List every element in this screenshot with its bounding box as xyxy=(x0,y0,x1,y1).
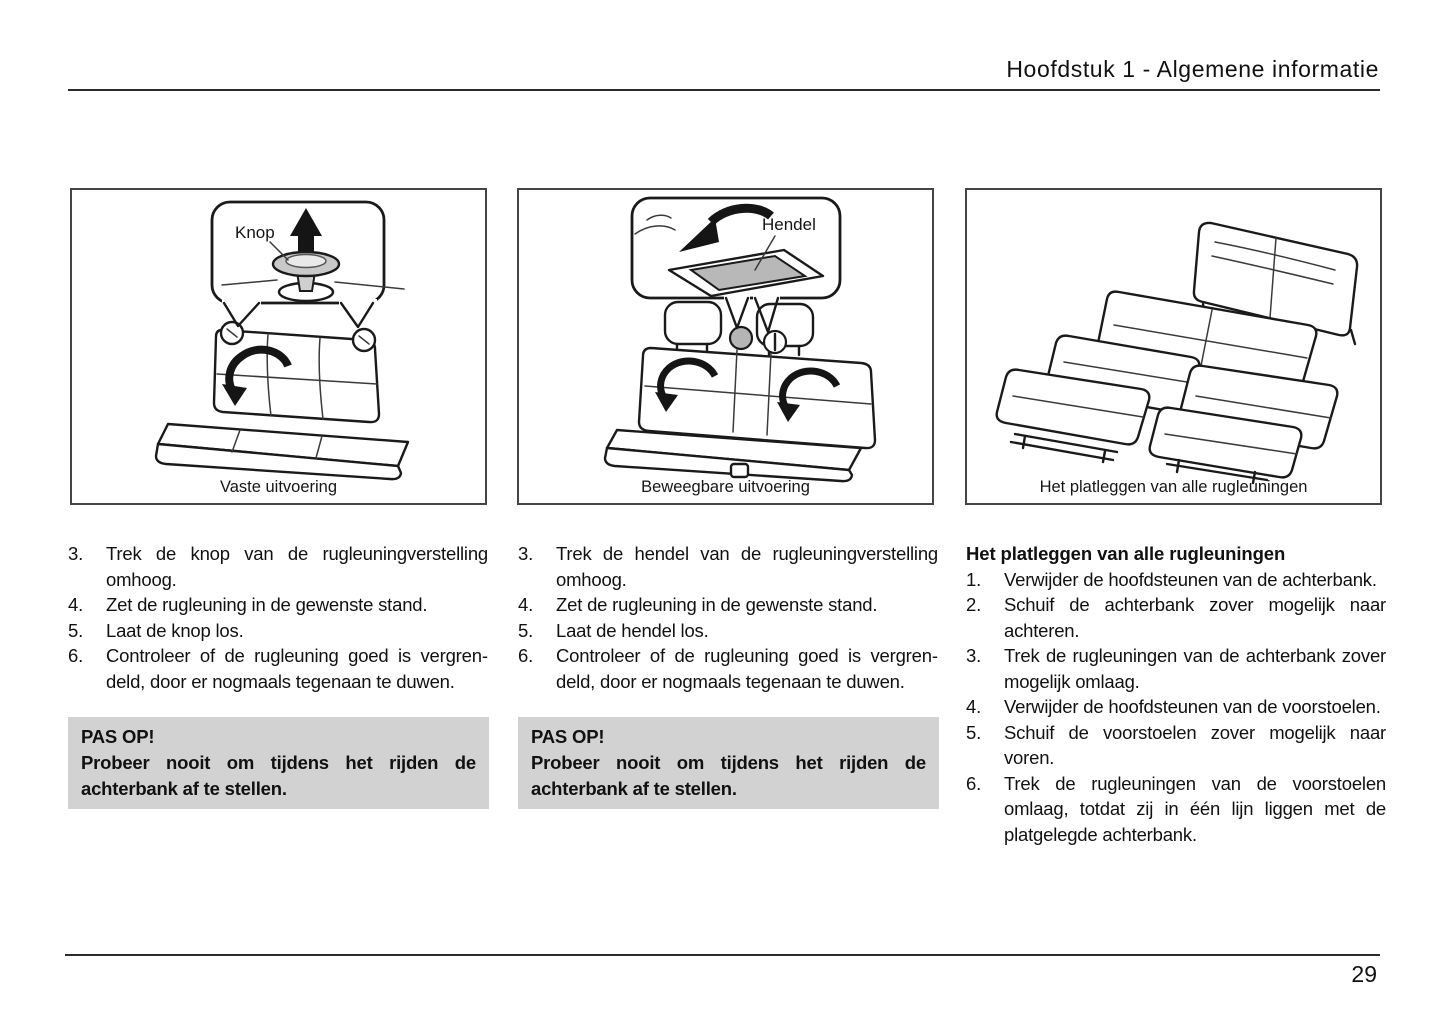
list-item xyxy=(966,592,1386,643)
warning-title: PAS OP! xyxy=(531,726,605,747)
list-item-text: Trek de rugleuningen van de voorstoelen omlaag, totdat zij in één lijn liggen met de platgelegde achterbank. xyxy=(1004,772,1386,845)
section-heading: Het platleggen van alle rugleuningen xyxy=(966,543,1286,564)
list-item-text: Laat de hendel los. xyxy=(556,619,709,641)
list-item-number: 4. xyxy=(966,696,982,717)
figure-caption: Vaste uitvoering xyxy=(219,478,338,496)
callout-label-knop: Knop xyxy=(235,223,275,242)
figure-caption: Het platleggen van alle rugleuningen xyxy=(1039,478,1308,496)
list-item-number: 4. xyxy=(68,594,84,615)
callout-label-hendel: Hendel xyxy=(762,215,816,234)
list-item xyxy=(518,618,938,644)
list-item xyxy=(68,592,488,618)
list-item-text: Trek de rugleuningen van de achterbank zover mogelijk omlaag. xyxy=(1004,645,1386,692)
figure-fixed-seat xyxy=(70,188,487,505)
list-item-number: 6. xyxy=(68,645,84,666)
list-item-text: Verwijder de hoofdsteunen van de voorstoelen. xyxy=(1004,696,1381,717)
list-item xyxy=(966,694,1386,720)
release-knob-left xyxy=(730,327,752,349)
footer-divider xyxy=(65,954,1380,956)
list-item-text: Schuif de achterbank zover mogelijk naar achteren. xyxy=(1004,594,1386,641)
list-item-number: 2. xyxy=(966,594,982,615)
warning-text: Probeer nooit om tijdens het rijden de achterbank af te stellen. xyxy=(81,752,476,799)
warning-title: PAS OP! xyxy=(81,726,155,747)
figure-movable-seat xyxy=(517,188,934,505)
page-header-title: Hoofdstuk 1 - Algemene informatie xyxy=(1006,56,1379,82)
list-item xyxy=(68,643,488,694)
list-item-text: Zet de rugleuning in de gewenste stand. xyxy=(106,594,428,615)
fixed-seat-illustration xyxy=(72,190,485,503)
list-item xyxy=(518,643,938,694)
list-item-text: Zet de rugleuning in de gewenste stand. xyxy=(556,594,878,615)
headrest-left xyxy=(665,302,721,344)
list-item-number: 6. xyxy=(966,772,982,794)
list-item-text: Controleer of de rugleuning goed is vergrendeld, door er nogmaals tegenaan te duwen. xyxy=(106,645,488,692)
list-item-text: Laat de knop los. xyxy=(106,619,244,641)
list-item xyxy=(966,643,1386,694)
list-item xyxy=(966,720,1386,771)
list-item-number: 3. xyxy=(966,645,982,666)
list-item-number: 3. xyxy=(518,543,534,564)
list-item-number: 5. xyxy=(518,619,534,641)
list-item-number: 3. xyxy=(68,543,84,564)
figure-folded-seats xyxy=(965,188,1382,505)
header-divider xyxy=(68,89,1380,91)
list-item-text: Trek de knop van de rugleuningverstelling omhoog. xyxy=(106,543,488,590)
list-item-text: Verwijder de hoofdsteunen van de achterbank. xyxy=(1004,568,1377,590)
list-item-number: 5. xyxy=(68,619,84,641)
list-item-number: 5. xyxy=(966,721,982,743)
list-item-text: Schuif de voorstoelen zover mogelijk naar voren. xyxy=(1004,721,1386,768)
instruction-column-fold-flat xyxy=(966,541,1386,847)
warning-box xyxy=(68,717,489,809)
list-item-text: Controleer of de rugleuning goed is vergrendeld, door er nogmaals tegenaan te duwen. xyxy=(556,645,938,692)
list-item xyxy=(518,592,938,618)
instruction-column-fixed xyxy=(68,541,488,694)
movable-seat-illustration xyxy=(519,190,932,503)
list-item xyxy=(68,618,488,644)
list-item-number: 1. xyxy=(966,568,982,590)
page-number: 29 xyxy=(1351,961,1377,987)
warning-text: Probeer nooit om tijdens het rijden de achterbank af te stellen. xyxy=(531,752,926,799)
instruction-column-movable xyxy=(518,541,938,694)
list-item xyxy=(518,541,938,592)
list-item xyxy=(966,771,1386,848)
list-item-number: 4. xyxy=(518,594,534,615)
list-item xyxy=(966,567,1386,593)
list-item xyxy=(68,541,488,592)
warning-box xyxy=(518,717,939,809)
folded-seats-illustration xyxy=(967,190,1380,503)
figure-caption: Beweegbare uitvoering xyxy=(641,478,810,496)
list-item-number: 6. xyxy=(518,645,534,666)
list-item-text: Trek de hendel van de rugleuningverstelling omhoog. xyxy=(556,543,938,590)
latch xyxy=(731,464,748,477)
